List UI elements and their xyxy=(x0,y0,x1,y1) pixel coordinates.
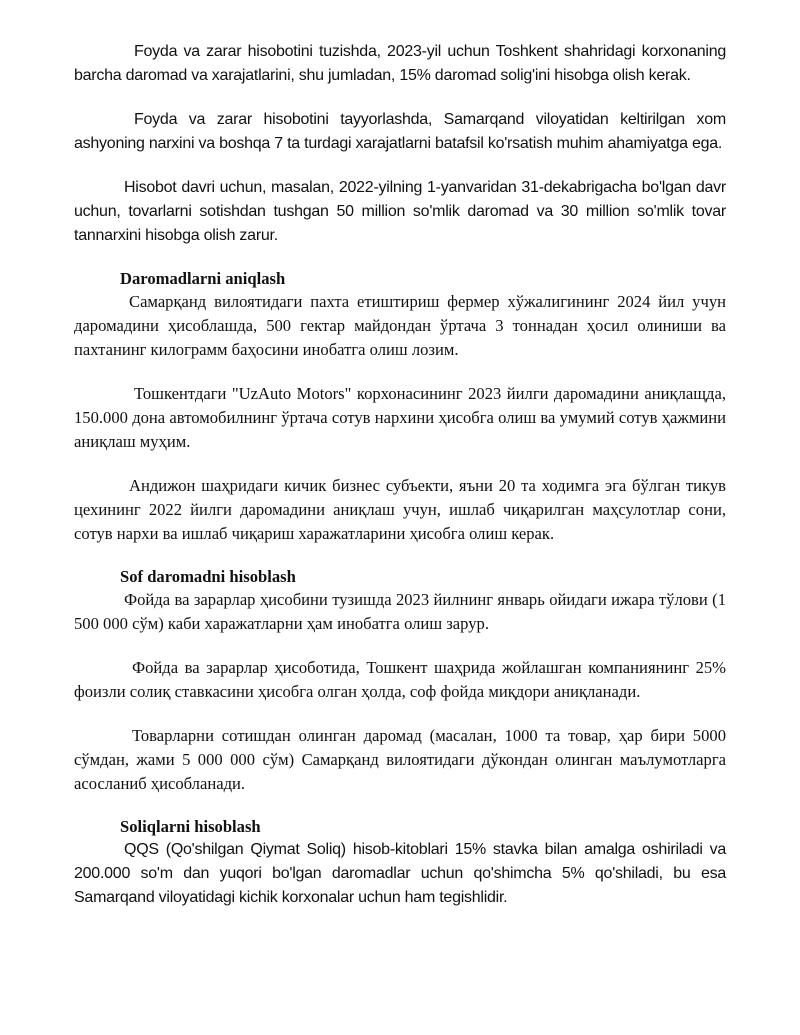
revenue-paragraph-3: Андижон шаҳридаги кичик бизнес субъекти, яъни 20 та ходимга эга бўлган тикув цехининг 2022 йилги даромадини аниқлаш учун, ишлаб чиқарилган маҳсулотлар сони, сотув нархи ва ишлаб чиқариш харажатларини ҳисобга олиш керак. xyxy=(74,476,726,543)
document-page xyxy=(74,40,726,930)
intro-paragraph-1: Foyda va zarar hisobotini tuzishda, 2023-yil uchun Toshkent shahridagi korxonaning barcha daromad va xarajatlarini, shu jumladan, 15% daromad solig'ini hisobga olish kerak. xyxy=(74,43,726,84)
section-heading-revenue: Daromadlarni aniqlash xyxy=(120,269,286,288)
revenue-paragraph-1: Самарқанд вилоятидаги пахта етиштириш фермер хўжалигининг 2024 йил учун даромадини ҳисоблашда, 500 гектар майдондан ўртача 3 тоннадан ҳосил олиниши ва пахтанинг килограмм баҳосини инобатга олиш лозим. xyxy=(74,292,726,359)
intro-paragraph-3: Hisobot davri uchun, masalan, 2022-yilning 1-yanvaridan 31-dekabrigacha bo'lgan davr uchun, tovarlarni sotishdan tushgan 50 million so'mlik daromad va 30 million so'mlik tovar tannarxini hisobga olish zarur. xyxy=(74,179,726,244)
taxes-paragraph-1: QQS (Qo'shilgan Qiymat Soliq) hisob-kitoblari 15% stavka bilan amalga oshiriladi va 200.000 so'm dan yuqori bo'lgan daromadlar uchun qo'shimcha 5% qo'shiladi, bu esa Samarqand viloyatidagi kichik korxonalar uchun ham tegishlidir. xyxy=(74,841,726,906)
net-income-paragraph-3: Товарларни сотишдан олинган даромад (масалан, 1000 та товар, ҳар бири 5000 сўмдан, жами 5 000 000 сўм) Самарқанд вилоятидаги дўкондан олинган маълумотларга асосланиб ҳисобланади. xyxy=(74,726,726,793)
section-heading-net-income: Sof daromadni hisoblash xyxy=(120,567,296,586)
section-taxes xyxy=(74,816,726,910)
section-revenue xyxy=(74,268,726,546)
net-income-paragraph-2: Фойда ва зарарлар ҳисоботида, Тошкент шаҳрида жойлашган компаниянинг 25% фоизли солиқ ставкасини ҳисобга олган ҳолда, соф фойда миқдори аниқланади. xyxy=(74,658,726,701)
net-income-paragraph-1: Фойда ва зарарлар ҳисобини тузишда 2023 йилнинг январь ойидаги ижара тўлови (1 500 000 сўм) каби харажатларни ҳам инобатга олиш зарур. xyxy=(74,590,726,633)
section-net-income xyxy=(74,566,726,796)
section-heading-taxes: Soliqlarni hisoblash xyxy=(120,817,261,836)
intro-paragraph-2: Foyda va zarar hisobotini tayyorlashda, Samarqand viloyatidan keltirilgan xom ashyoning narxini va boshqa 7 ta turdagi xarajatlarni batafsil ko'rsatish muhim ahamiyatga ega. xyxy=(74,111,726,152)
revenue-paragraph-2: Тошкентдаги "UzAuto Motors" корхонасининг 2023 йилги даромадини аниқлащда, 150.000 дона автомобилнинг ўртача сотув нархини ҳисобга олиш ва умумий сотув ҳажмини аниқлаш муҳим. xyxy=(74,384,726,451)
